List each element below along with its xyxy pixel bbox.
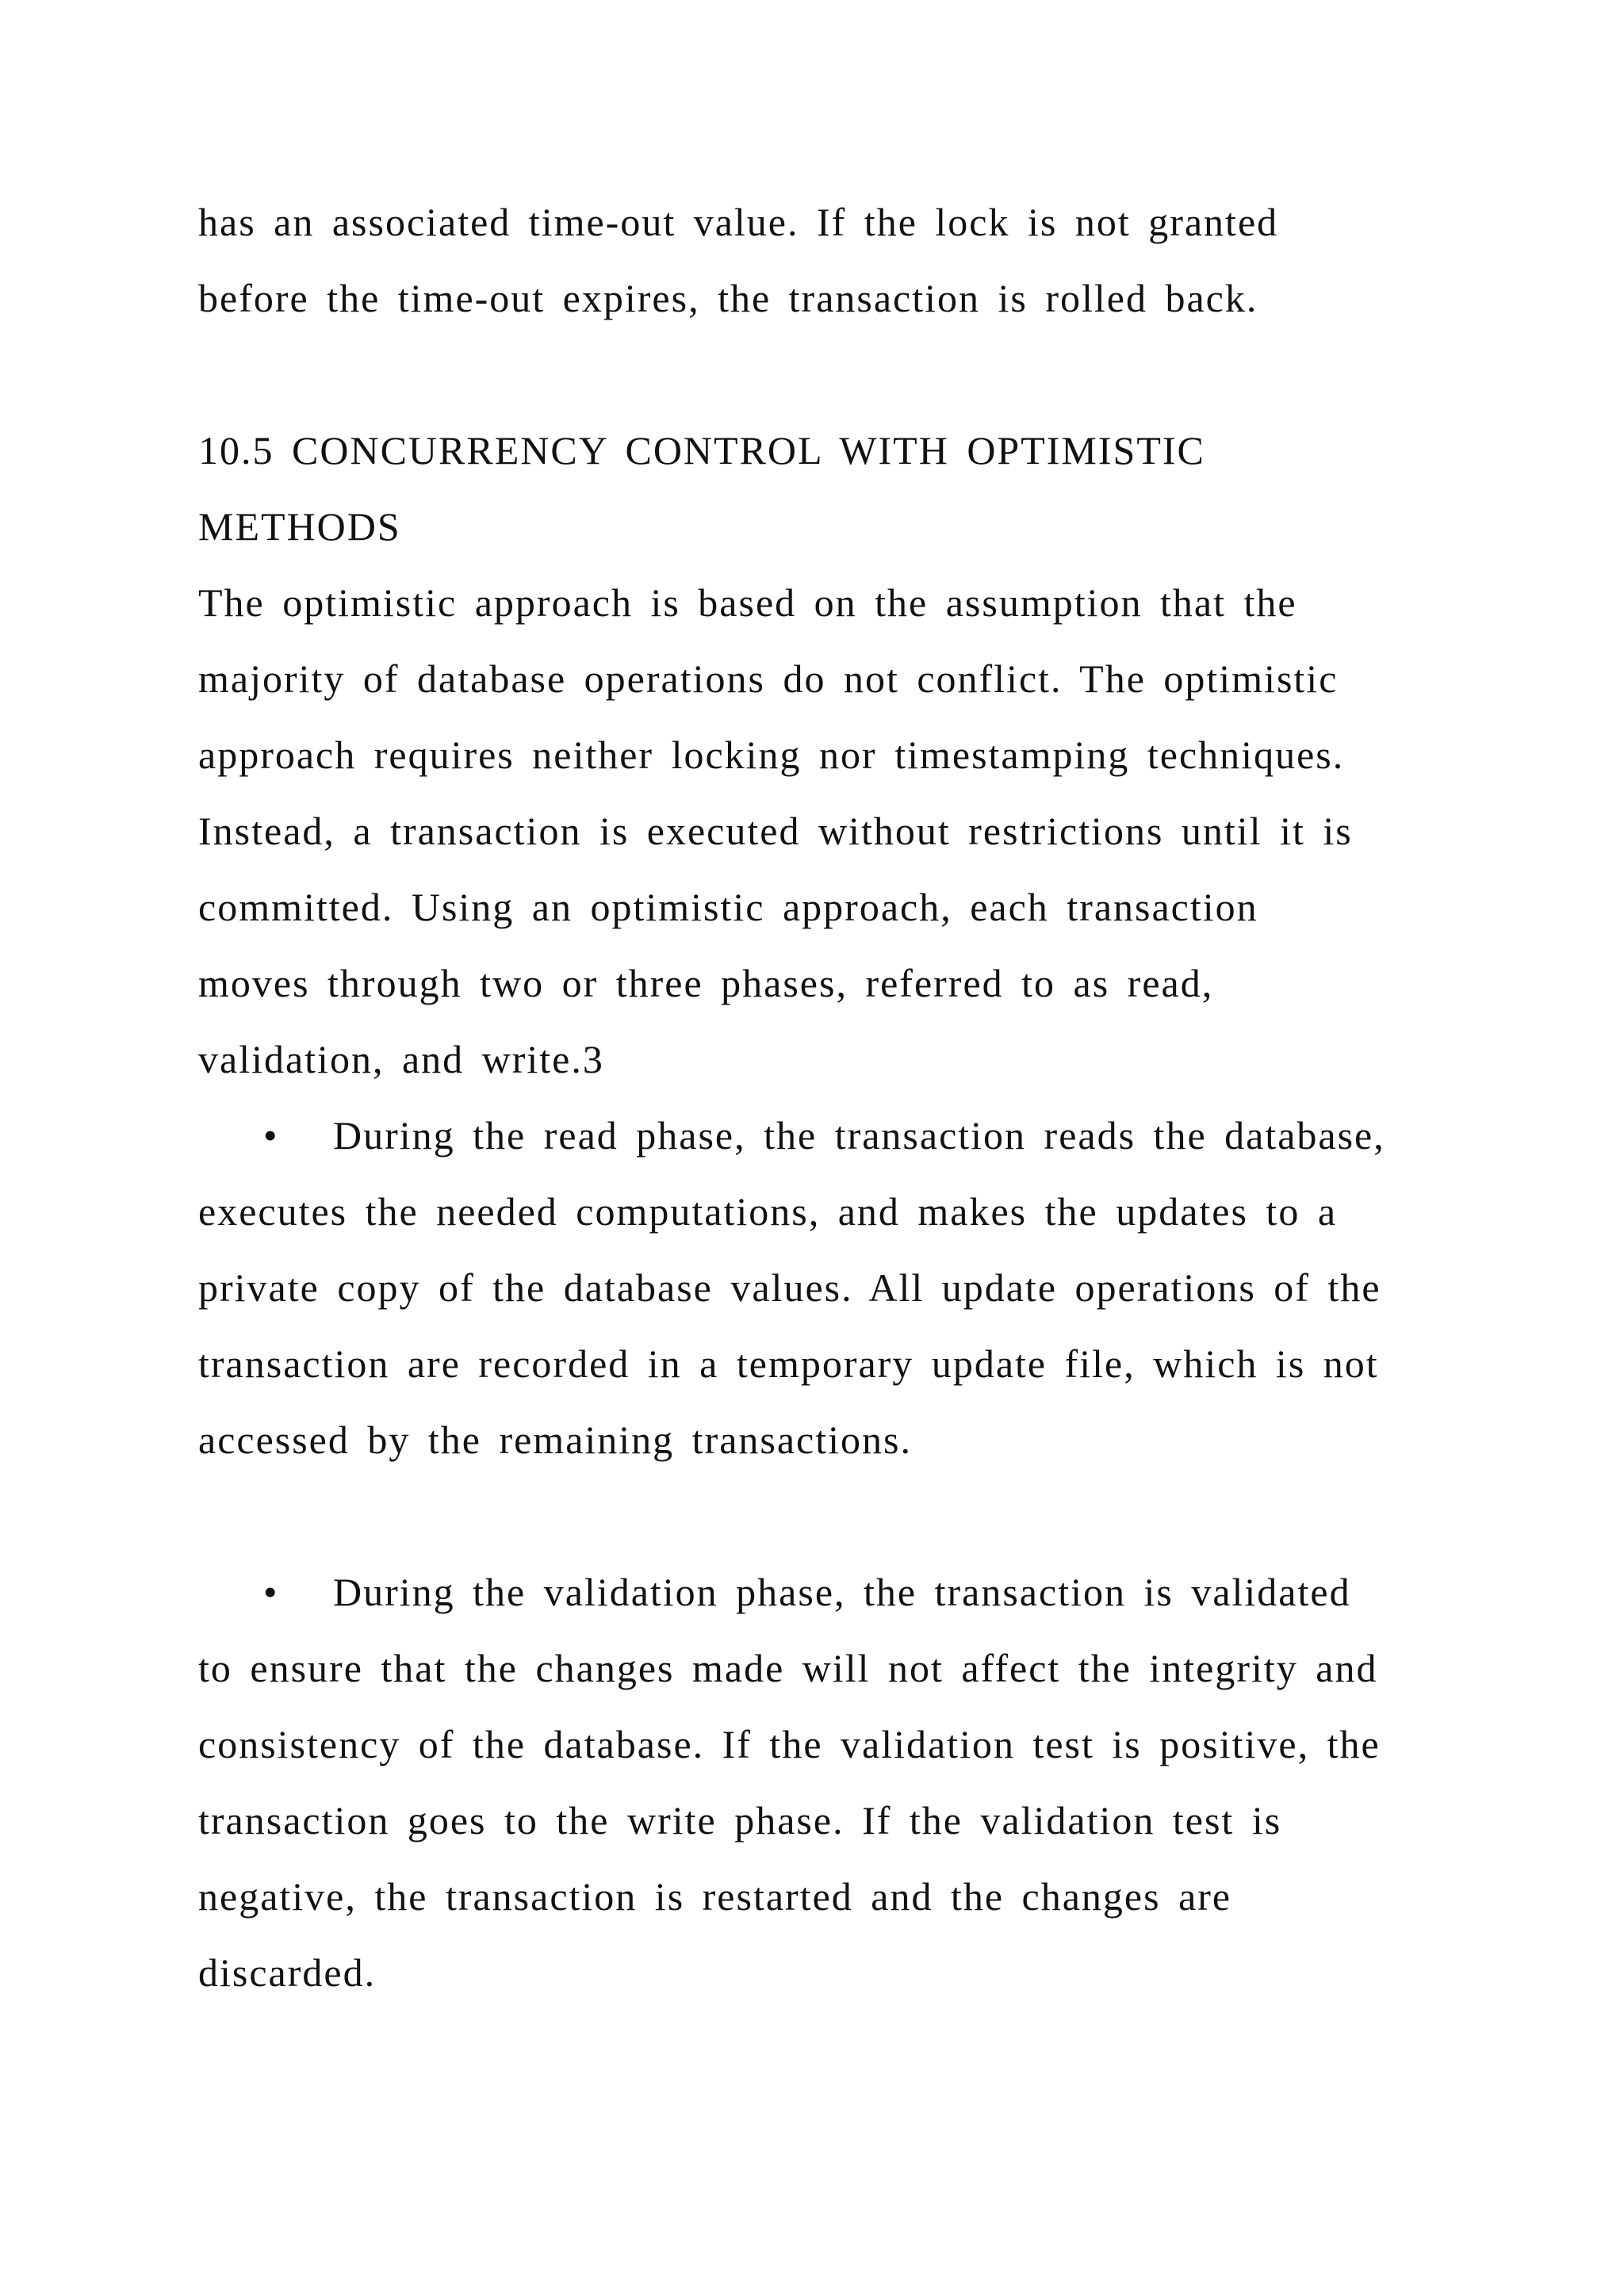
text-line: accessed by the remaining transactions. <box>198 1418 912 1462</box>
bullet-item <box>198 1112 1385 1159</box>
section-heading: 10.5 CONCURRENCY CONTROL WITH OPTIMISTIC <box>198 428 1205 473</box>
text-line: private copy of the database values. All update operations of the <box>198 1265 1381 1310</box>
text-line: negative, the transaction is restarted and the changes are <box>198 1874 1232 1919</box>
text-line: to ensure that the changes made will not affect the integrity and <box>198 1646 1378 1690</box>
text-line: Instead, a transaction is executed without restrictions until it is <box>198 809 1353 853</box>
bullet-item <box>198 1568 1351 1616</box>
text-line: approach requires neither locking nor timestamping techniques. <box>198 733 1345 777</box>
text-line: transaction are recorded in a temporary update file, which is not <box>198 1341 1379 1386</box>
text-line: committed. Using an optimistic approach, each transaction <box>198 885 1258 929</box>
text-line: moves through two or three phases, referred to as read, <box>198 961 1214 1005</box>
text-line: The optimistic approach is based on the assumption that the <box>198 580 1297 625</box>
text-line: transaction goes to the write phase. If the validation test is <box>198 1798 1282 1843</box>
text-line: executes the needed computations, and makes the updates to a <box>198 1189 1338 1234</box>
text-line: has an associated time-out value. If the lock is not granted <box>198 200 1279 244</box>
bullet-text: During the validation phase, the transaction is validated <box>333 1570 1351 1614</box>
text-line: validation, and write.3 <box>198 1037 604 1081</box>
section-heading: METHODS <box>198 504 401 549</box>
text-line: discarded. <box>198 1950 377 1995</box>
text-line: before the time-out expires, the transaction is rolled back. <box>198 276 1258 320</box>
bullet-icon: • <box>263 1113 279 1158</box>
bullet-text: During the read phase, the transaction reads the database, <box>333 1113 1385 1158</box>
text-line: majority of database operations do not conflict. The optimistic <box>198 656 1339 701</box>
bullet-icon: • <box>263 1570 279 1614</box>
text-line: consistency of the database. If the validation test is positive, the <box>198 1722 1381 1766</box>
